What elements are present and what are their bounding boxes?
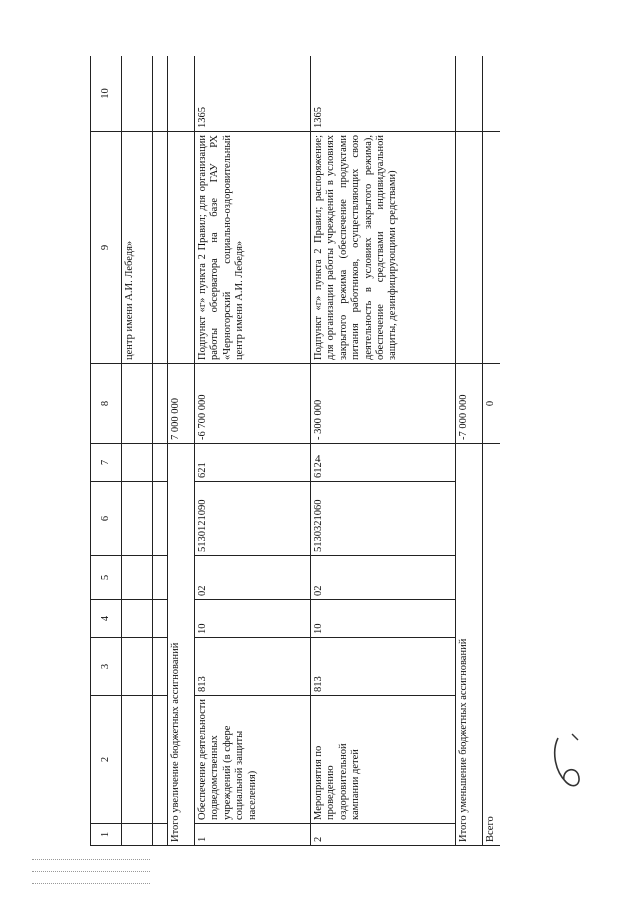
faded-stamp	[32, 848, 150, 892]
budget-table	[90, 56, 500, 846]
row-code: 5130121090	[195, 482, 311, 556]
row-code: 1365	[311, 56, 456, 132]
row-code: 1365	[195, 56, 311, 132]
col-header: 10	[91, 56, 122, 132]
row-code: 02	[195, 556, 311, 600]
decrease-total-row	[456, 56, 483, 846]
col-header: 8	[91, 364, 122, 444]
grand-total-row	[483, 56, 501, 846]
decrease-total-label: Итого уменьшение бюджетных ассигнований	[456, 444, 483, 846]
row-name: Мероприятия по проведению оздоровительной кампании детей	[311, 696, 456, 824]
col-header: 1	[91, 824, 122, 846]
increase-total-label: Итого увеличение бюджетных ассигнований	[168, 444, 195, 846]
grand-total-amount: 0	[483, 364, 501, 444]
header-row	[91, 56, 122, 846]
row-name: Обеспечение деятельности подведомственных учреждений (в сфере социальной защиты населения)	[195, 696, 311, 824]
decrease-total-amount: -7 000 000	[456, 364, 483, 444]
handwritten-mark	[548, 730, 588, 800]
row-amount: -6 700 000	[195, 364, 311, 444]
spacer-row	[153, 56, 168, 846]
row-number: 2	[311, 824, 456, 846]
row-code: 612	[311, 444, 456, 482]
row-code: 10	[195, 600, 311, 638]
row-amount: - 300 000	[311, 364, 456, 444]
col-header: 5	[91, 556, 122, 600]
col-header: 4	[91, 600, 122, 638]
increase-total-amount: 7 000 000	[168, 364, 195, 444]
row-code: 10	[311, 600, 456, 638]
page-number: 4	[315, 453, 321, 465]
row-number: 1	[195, 824, 311, 846]
row-basis: Подпункт «г» пункта 2 Правил; для организации работы обсерватора на базе ГАУ РХ «Черногорский социально-оздоровительный центр имени А.И. Лебедя»	[195, 132, 311, 364]
increase-total-row	[168, 56, 195, 846]
table-row	[311, 56, 456, 846]
row-code: 813	[311, 638, 456, 696]
grand-total-label: Всего	[483, 444, 501, 846]
row-basis: Подпункт «г» пункта 2 Правил; распоряжение; для организации работы учреждений в условиях закрытого режима (обеспечение продуктами питания работников, осуществляющих свою деятельность в условиях закрытого режима), обеспечение средствами индивидуальной защиты, дезинфицирующими средствами)	[311, 132, 456, 364]
col-header: 6	[91, 482, 122, 556]
row-code: 5130321060	[311, 482, 456, 556]
rotated-table-area	[90, 56, 500, 846]
continuation-text: центр имени А.И. Лебедя»	[122, 132, 153, 364]
row-code: 621	[195, 444, 311, 482]
col-header: 3	[91, 638, 122, 696]
continuation-row	[122, 56, 153, 846]
col-header: 2	[91, 696, 122, 824]
col-header: 7	[91, 444, 122, 482]
col-header: 9	[91, 132, 122, 364]
table-row	[195, 56, 311, 846]
row-code: 02	[311, 556, 456, 600]
row-code: 813	[195, 638, 311, 696]
